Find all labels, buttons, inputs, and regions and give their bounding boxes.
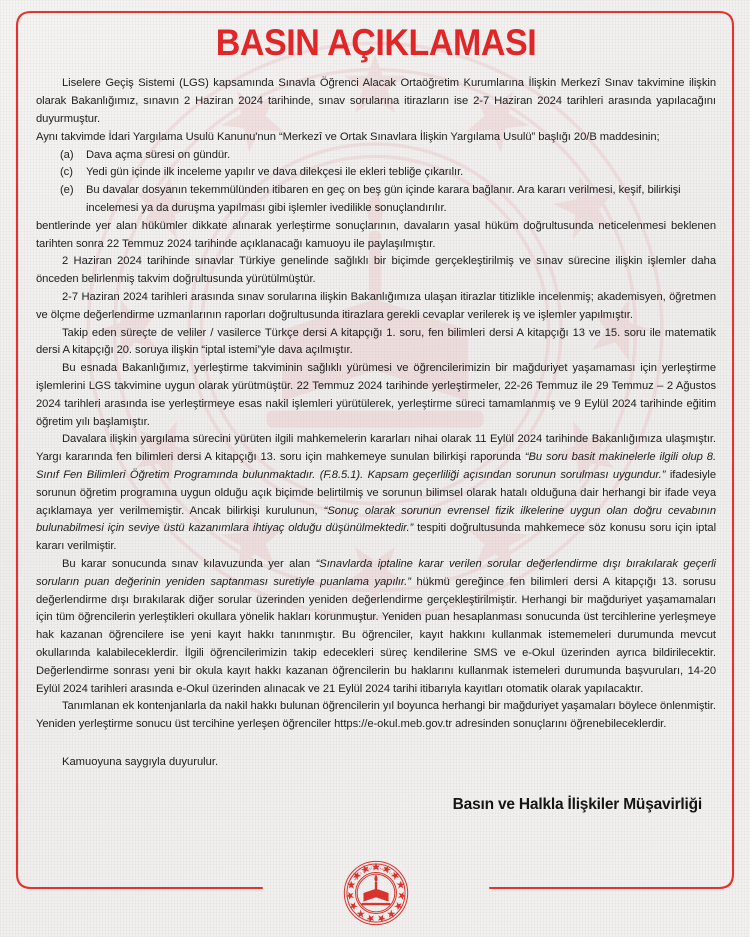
paragraph-7-part-2: ifadesiyle sorunun öğretim programına uygun olduğu açık biçimde belirtilmiş ve sorunun bilimsel olarak hatalı olduğuna dair herhangi bir ifade veya açıklamaya yer verilmemiştir. Ancak bilirkişi kurulunun, bbox=[36, 468, 716, 517]
paragraph-7-quote-1: “Bu soru basit makinelerle ilgili olup 8. Sınıf Fen Bilimleri Öğretim Programında bulunmaktadır. (F.8.5.1). Kapsam geçerliliği açısından sorunun sorulması uygundur.” bbox=[36, 451, 716, 481]
paragraph-4: 2-7 Haziran 2024 tarihleri arasında sınav sorularına ilişkin Bakanlığımıza ulaşan itirazlar titizlikle incelenmiş; akademisyen, öğretmen ve ölçme değerlendirme uzmanlarının raporları doğrultusunda itirazlara gerekli cevaplar verilerek iş ve işlemler yapılmıştır. bbox=[36, 291, 716, 321]
paragraph-8-part-1: Bu karar sonucunda sınav kılavuzunda yer alan bbox=[62, 557, 316, 570]
paragraph-6: Bu esnada Bakanlığımız, yerleştirme takviminin sağlıklı yürümesi ve öğrencilerimizin bir mağduriyet yaşamaması için yerleştirme işlemlerini LGS takvimine uygun olarak yürütmüştür. 22 Temmuz 2024 tarihinde yerleştirmeler, 22-26 Temmuz ile 29 Temmuz – 2 Ağustos 2024 tarihleri arasında ise yerleştirmeye esas nakil işlemleri yürütülerek, yerleştirme süreci tamamlanmış ve 9 Eylül 2024 tarihinde eğitim öğretim yılı başlamıştır. bbox=[36, 362, 716, 428]
signature-block: Basın ve Halkla İlişkiler Müşavirliği bbox=[452, 795, 702, 813]
paragraph-7-part-3: tespiti doğrultusunda mahkemece söz konusu soru için iptal kararı verilmiştir. bbox=[36, 522, 717, 553]
document-body bbox=[36, 75, 716, 733]
list-item-marker: (a) bbox=[60, 148, 74, 161]
paragraph-5: Takip eden süreçte de veliler / vasilerce Türkçe dersi A kitapçığı 1. soru, fen bilimleri dersi A kitapçığı 13 ve 15. soru ile matematik dersi A kitapçığı 20. soruya ilişkin “iptal istemi”yle dava açılmıştır. bbox=[36, 326, 716, 357]
list-item bbox=[36, 182, 716, 218]
paragraph-9: Tanımlanan ek kontenjanlarla da nakil hakkı bulunan öğrencilerin yıl boyunca herhangi bir mağduriyet yaşamaları böylece önlenmiştir. Yeniden yerleştirme sonucu üst tercihine yerleşen öğrenciler https://e-okul.meb.gov.tr adresinden sonuçlarını öğrenebileceklerdir. bbox=[36, 700, 716, 731]
list-item bbox=[36, 147, 716, 165]
list-item bbox=[36, 164, 716, 182]
closing-statement: Kamuoyuna saygıyla duyurulur. bbox=[62, 755, 219, 768]
paragraph-8-quote: “Sınavlarda iptaline karar verilen sorular değerlendirme dışı bırakılarak geçerli soruların puan değerinin yeniden saptanması suretiyle puanlama yapılır.” bbox=[36, 557, 716, 588]
list-item-text: Bu davalar dosyanın tekemmülünden itibaren en geç on beş gün içinde karara bağlanır. Ara kararı verilmesi, keşif, bilirkişi incelemesi ya da duruşma yapılması gibi işlemler ivedilikle sonuçlandırılır. bbox=[86, 184, 681, 215]
list-item-text: Yedi gün içinde ilk inceleme yapılır ve dava dilekçesi ile ekleri tebliğe çıkarılır. bbox=[86, 166, 464, 179]
page-title: BASIN AÇIKLAMASI bbox=[215, 22, 537, 63]
ministry-seal-emblem bbox=[343, 857, 409, 929]
paragraph-7-quote-2: “Sonuç olarak sorunun evrensel fizik ilkelerine uygun olan doğru cevabının bulunabilmesi için seviye üstü kazanımlara ihtiyaç olduğu düşünülmektedir.” bbox=[36, 504, 717, 535]
paragraph-3: 2 Haziran 2024 tarihinde sınavlar Türkiye genelinde sağlıklı bir biçimde gerçekleştirilmiş ve sınav sürecine ilişkin işlemler daha önceden belirlenmiş takvim doğrultusunda yürütülmüştür. bbox=[36, 255, 716, 286]
list-item-marker: (e) bbox=[60, 184, 74, 197]
paragraph-2-outro: bentlerinde yer alan hükümler dikkate alınarak yerleştirme sonuçlarının, davaların yasal hüküm doğrultusunda neticelenmesi beklenen tarihten sonra 22 Temmuz 2024 tarihinde açıklanacağı kamuoyu ile paylaşılmıştır. bbox=[36, 219, 716, 250]
paragraph-8-part-2: hükmü gereğince fen bilimleri dersi A kitapçığı 13. sorusu değerlendirme dışı bırakılarak diğer sorular üzerinden yeniden değerlendirme gerçekleştirilmiştir. Herhangi bir mağduriyet yaşamamaları için tüm öğrencilerin yerleştikleri okullara yönelik hakları korunmuştur. Yeniden puan hesaplanması sonucunda üst tercihlerine yerleşmeye hak kazanan öğrencilere ise yeni kayıt hakkı tanınmıştır. Bu öğrenciler, kayıt hakkını kullanmak istememeleri durumunda mevcut okullarında kalabileceklerdir. İlgili öğrencilerimizin takip edecekleri süreç kendilerine SMS ve e-Okul üzerinden ayrıca bildirilecektir. Değerlendirme sonrası yeni bir okula kayıt hakkı kazanan öğrencilerin bu haklarını kullanmak istemeleri durumunda başvuruları, 14-20 Eylül 2024 tarihleri arasında e-Okul üzerinden alınacak ve 21 Eylül 2024 tarihi itibarıyla kayıtları otomatik olarak yapılacaktır. bbox=[36, 575, 716, 695]
paragraph-7 bbox=[36, 431, 716, 556]
paragraph-1: Liselere Geçiş Sistemi (LGS) kapsamında Sınavla Öğrenci Alacak Ortaöğretim Kurumlarına İlişkin Merkezî Sınav takvimine ilişkin olarak Bakanlığımız, sınavın 2 Haziran 2024 tarihinde, sınav sorularına itirazların ise 2-7 Haziran 2024 tarihleri arasında yapılacağını duyurmuştur. bbox=[36, 77, 716, 126]
paragraph-2-intro: Aynı takvimde İdari Yargılama Usulü Kanunu'nun “Merkezî ve Ortak Sınavlara İlişkin Yargılama Usulü” başlığı 20/B maddesinin; bbox=[36, 130, 660, 143]
list-item-marker: (c) bbox=[60, 166, 73, 179]
paragraph-8 bbox=[36, 556, 716, 698]
legal-clause-list bbox=[36, 147, 716, 218]
svg-text:T.C. MİLLÎ EĞİTİM BAKANLIĞI: T.C. MİLLÎ EĞİTİM BAKANLIĞI bbox=[349, 866, 397, 889]
paragraph-7-part-1: Davalara ilişkin yargılama sürecini yürüten ilgili mahkemelerin kararları nihai olarak 11 Eylül 2024 tarihinde Bakanlığımıza ulaşmıştır. Yargı kararında fen bilimleri dersi A kitapçığı 13. soru için mahkemeye sunulan bilirkişi raporunda bbox=[36, 433, 716, 464]
list-item-text: Dava açma süresi on gündür. bbox=[86, 148, 231, 161]
